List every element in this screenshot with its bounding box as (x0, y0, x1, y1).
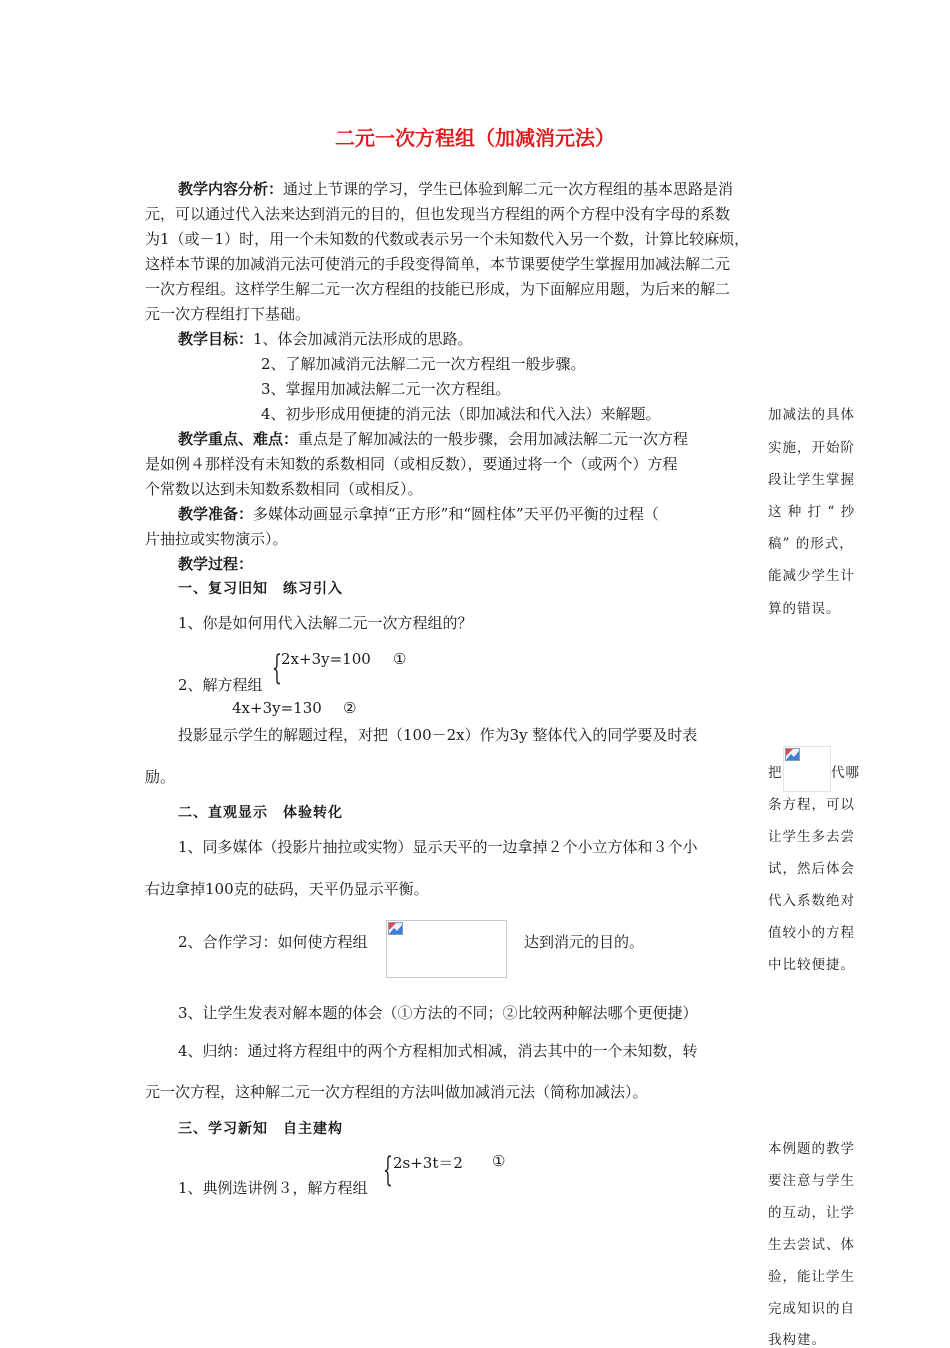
example-equation-1: 2s+3t＝2 (393, 1154, 463, 1172)
analysis-line-4: 这样本节课的加减消元法可使消元的手段变得简单，本节课要使学生掌握用加减法解二元 (145, 255, 731, 273)
analysis-label: 教学内容分析： (178, 180, 284, 198)
goal-1: 1、体会加减消元法形成的思路。 (253, 330, 473, 348)
section-2-p2-before: 2、合作学习：如何使方程组 (178, 933, 368, 951)
side-note-line: 让学生多去尝 (768, 829, 855, 845)
key-line-3: 个常数以达到未知数系数相同（或相反）。 (145, 480, 423, 498)
equation-2: 4x+3y=130 (232, 699, 322, 717)
goal-2: 2、了解加减消元法解二元一次方程组一般步骤。 (261, 355, 586, 373)
section-3-heading: 三、学习新知 自主建构 (178, 1121, 343, 1137)
side-note-line: 条方程，可以 (768, 797, 855, 813)
brace-icon: { (272, 648, 282, 688)
section-1-note-2: 励。 (145, 768, 176, 786)
section-2-p3: 3、让学生发表对解本题的体会（①方法的不同；②比较两种解法哪个更便捷） (178, 1004, 698, 1022)
section-1-q2-label: 2、解方程组 (178, 676, 263, 694)
side-note-line: 要注意与学生 (768, 1173, 855, 1189)
prep-label: 教学准备： (178, 505, 254, 523)
prep-text-1: 多媒体动画显示拿掉“正方形”和“圆柱体”天平仍平衡的过程（ (253, 505, 659, 523)
analysis-line-3: 为1（或－1）时，用一个未知数的代数或表示另一个未知数代入另一个数，计算比较麻烦， (145, 230, 750, 248)
goal-4: 4、初步形成用便捷的消元法（即加减法和代入法）来解题。 (261, 405, 661, 423)
section-2-p4-line-2: 元一次方程，这种解二元一次方程组的方法叫做加减消元法（简称加减法）。 (145, 1083, 648, 1101)
side-note-line: 中比较便捷。 (768, 957, 855, 973)
section-2-heading: 二、直观显示 体验转化 (178, 805, 343, 821)
side-image-placeholder (783, 746, 831, 792)
broken-image-icon (388, 922, 403, 935)
side-note-line: 加减法的具体 (768, 407, 855, 423)
side-note-line: 这 种 打 “ 抄 (768, 504, 856, 520)
section-3-example-label: 1、典例选讲例３，解方程组 (178, 1179, 368, 1197)
analysis-line-6: 元一次方程组打下基础。 (145, 305, 311, 323)
equation-1-mark: ① (393, 650, 407, 668)
brace-icon: { (383, 1150, 393, 1190)
side-note-line: 代哪 (831, 765, 860, 781)
side-note-line: 代入系数绝对 (768, 893, 855, 909)
side-note-line: 试，然后体会 (768, 861, 855, 877)
process-label: 教学过程： (178, 555, 254, 573)
side-note-line: 算的错误。 (768, 601, 841, 617)
prep-line-1 (178, 503, 659, 524)
section-2-p4-line-1: 4、归纳：通过将方程组中的两个方程相加式相减，消去其中的一个未知数，转 (178, 1042, 698, 1060)
goals-label: 教学目标： (178, 330, 254, 348)
side-note-line: 实施，开始阶 (768, 440, 855, 456)
equation-2-mark: ② (343, 699, 357, 717)
side-note-line: 稿” 的形式， (768, 536, 854, 552)
key-label: 教学重点、难点： (178, 430, 299, 448)
analysis-line-1 (178, 178, 733, 199)
page-title: 二元一次方程组（加减消元法） (335, 126, 615, 150)
section-2-p2-after: 达到消元的目的。 (524, 933, 645, 951)
equation-1: 2x+3y=100 (281, 650, 371, 668)
side-note-line: 能减少学生计 (768, 568, 855, 584)
analysis-line-5: 一次方程组。这样学生解二元一次方程组的技能已形成，为下面解应用题，为后来的解二 (145, 280, 731, 298)
prep-line-2: 片抽拉或实物演示）。 (145, 530, 288, 548)
analysis-text-1: 通过上节课的学习，学生已体验到解二元一次方程组的基本思路是消 (283, 180, 734, 198)
goal-3: 3、掌握用加减法解二元一次方程组。 (261, 380, 511, 398)
equation-image-placeholder (386, 920, 507, 978)
section-2-p1-line-1: 1、同多媒体（投影片抽拉或实物）显示天平的一边拿掉２个小立方体和３个小 (178, 838, 698, 856)
section-1-heading: 一、复习旧知 练习引入 (178, 581, 343, 597)
side-note-line: 段让学生掌握 (768, 472, 855, 488)
side-note-line: 的互动，让学 (768, 1205, 855, 1221)
side-note-line: 完成知识的自 (768, 1301, 855, 1317)
section-1-q1: 1、你是如何用代入法解二元一次方程组的？ (178, 614, 473, 632)
side-note-line: 生去尝试、体 (768, 1237, 855, 1253)
side-note-line: 验，能让学生 (768, 1269, 855, 1285)
section-1-note-1: 投影显示学生的解题过程，对把（100－2x）作为3y 整体代入的同学要及时表 (178, 726, 698, 744)
broken-image-icon (785, 748, 800, 761)
side-note-line: 我构建。 (768, 1332, 826, 1348)
side-note-line: 值较小的方程 (768, 925, 855, 941)
side-note-line: 本例题的教学 (768, 1141, 855, 1157)
analysis-line-2: 元，可以通过代入法来达到消元的目的，但也发现当方程组的两个方程中没有字母的系数 (145, 205, 731, 223)
side-note-line: 把 (768, 765, 783, 781)
key-line-1 (178, 428, 688, 449)
goals-line-1 (178, 328, 473, 349)
section-2-p1-line-2: 右边拿掉100克的砝码，天平仍显示平衡。 (145, 880, 429, 898)
example-equation-1-mark: ① (492, 1152, 506, 1170)
key-line-2: 是如例４那样没有未知数的系数相同（或相反数），要通过将一个（或两个）方程 (145, 455, 678, 473)
key-text-1: 重点是了解加减法的一般步骤，会用加减法解二元一次方程 (298, 430, 689, 448)
